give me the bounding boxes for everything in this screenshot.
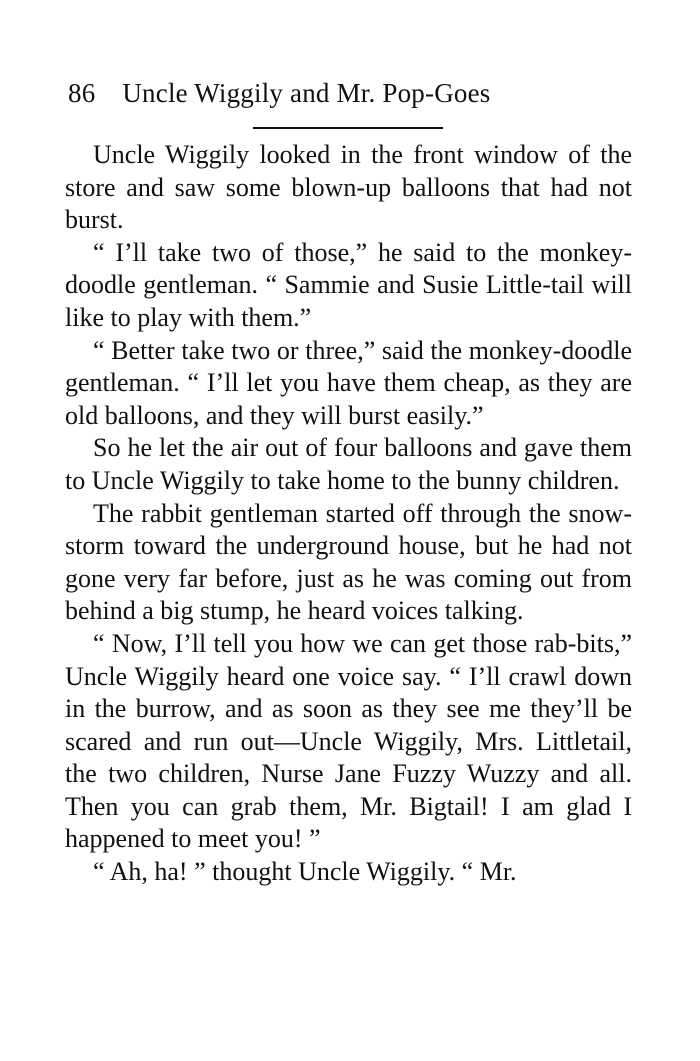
paragraph: “ Ah, ha! ” thought Uncle Wiggily. “ Mr. — [93, 857, 517, 887]
running-title: Uncle Wiggily and Mr. Pop-Goes — [122, 78, 491, 108]
header-rule — [253, 127, 443, 129]
paragraph: “ Now, I’ll tell you how we can get those rab-bits,” Uncle Wiggily heard one voice say. “ I’ll crawl down in the burrow, and as soon as they see me they’ll be scared and run out—Uncle Wiggily, Mrs. Littletail, the two children, Nurse Jane Fuzzy Wuzzy and all. Then you can grab them, Mr. Bigtail! I am glad I happened to meet you! ” — [65, 628, 632, 854]
running-header — [68, 78, 491, 109]
paragraph: So he let the air out of four balloons and gave them to Uncle Wiggily to take home to the bunny children. — [65, 433, 632, 495]
page-number: 86 — [68, 78, 96, 108]
page-body — [65, 139, 632, 889]
paragraph: The rabbit gentleman started off through the snow-storm toward the underground house, but he had not gone very far before, just as he was coming out from behind a big stump, he heard voices talking. — [65, 498, 632, 626]
paragraph: “ Better take two or three,” said the monkey-doodle gentleman. “ I’ll let you have them cheap, as they are old balloons, and they will burst easily.” — [65, 335, 632, 430]
paragraph: Uncle Wiggily looked in the front window of the store and saw some blown-up balloons that had not burst. — [65, 140, 632, 235]
paragraph: “ I’ll take two of those,” he said to the monkey-doodle gentleman. “ Sammie and Susie Little-tail will like to play with them.” — [65, 237, 632, 332]
